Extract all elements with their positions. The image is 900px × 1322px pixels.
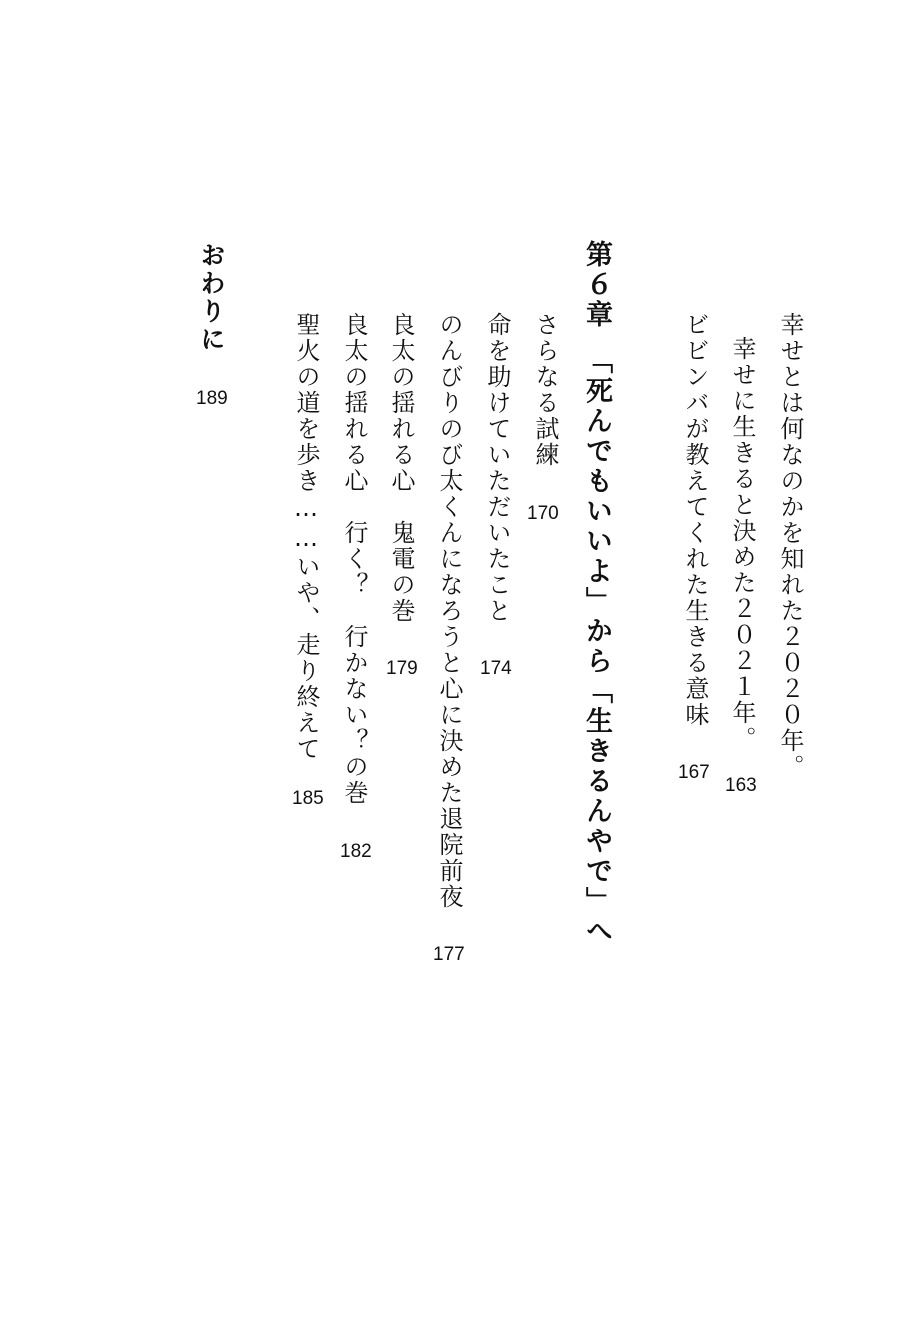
toc-entry-nobiri-page: 177 (433, 944, 465, 965)
owarini-heading: おわりに (197, 242, 226, 354)
owarini-page: 189 (196, 388, 228, 409)
toc-entry-yureru-oni-page: 179 (386, 658, 418, 679)
toc-entry-2020-title: 幸せとは何なのかを知れた２０２０年。 (776, 312, 804, 780)
chapter-6-heading: 第６章 「死んでもいいよ」から「生きるんやで」へ (581, 240, 612, 947)
toc-entry-nobiri-title: のんびりのび太くんになろうと心に決めた退院前夜 (435, 312, 463, 910)
toc-entry-2021-page: 163 (725, 775, 757, 796)
toc-entry-seika-title: 聖火の道を歩き……いや、走り終えて (292, 312, 320, 762)
toc-entry-bibinba-title: ビビンバが教えてくれた生きる意味 (681, 312, 709, 728)
toc-entry-bibinba-page: 167 (678, 762, 710, 783)
toc-entry-shiren-title: さらなる試練 (531, 312, 559, 468)
toc-entry-2021-title: 幸せに生きると決めた２０２１年。 (728, 336, 756, 752)
toc-entry-inochi-title: 命を助けていただいたこと (483, 312, 511, 624)
toc-entry-inochi-page: 174 (480, 658, 512, 679)
toc-entry-shiren-page: 170 (527, 503, 559, 524)
toc-entry-seika-page: 185 (292, 788, 324, 809)
toc-entry-yureru-iku-title: 良太の揺れる心 行く？ 行かない？の巻 (340, 312, 368, 806)
toc-entry-yureru-oni-title: 良太の揺れる心 鬼電の巻 (387, 312, 415, 624)
toc-entry-yureru-iku-page: 182 (340, 841, 372, 862)
